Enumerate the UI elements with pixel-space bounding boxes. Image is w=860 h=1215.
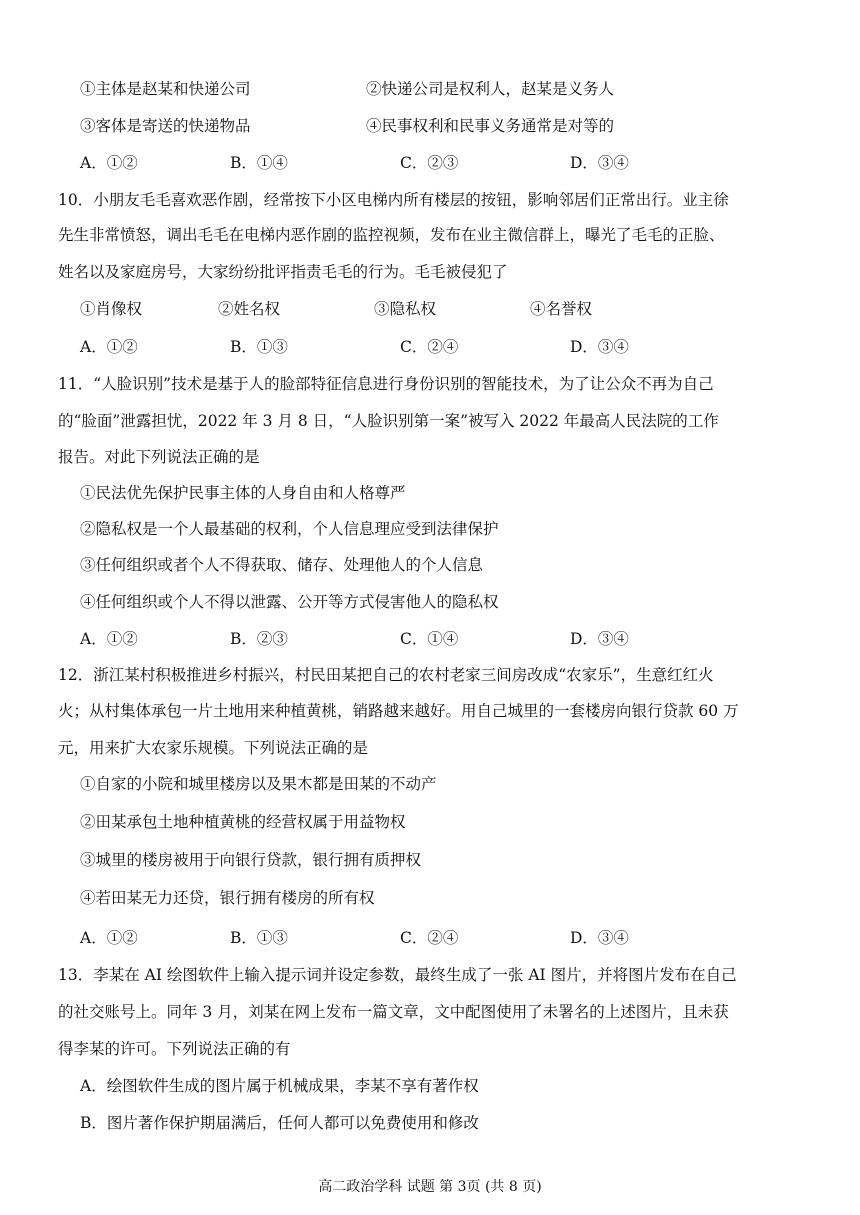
q11-item-1: ①民法优先保护民事主体的人身自由和人格尊严 (80, 484, 406, 502)
q11-stem-line-1: 11．“人脸识别”技术是基于人的脸部特征信息进行身份识别的智能技术，为了让公众不再为自己 (58, 375, 714, 393)
q13-stem-line-1: 13．李某在 AI 绘图软件上输入提示词并设定参数，最终生成了一张 AI 图片，并将图片发布在自己 (58, 966, 737, 984)
q11-option-c: C．①④ (400, 630, 459, 648)
q10-option-c: C．②④ (400, 338, 459, 356)
q9-item-4: ④民事权利和民事义务通常是对等的 (366, 117, 615, 135)
q10-stem-line-1: 10．小朋友毛毛喜欢恶作剧，经常按下小区电梯内所有楼层的按钮，影响邻居们正常出行。业主徐 (58, 191, 729, 209)
q9-item-3: ③客体是寄送的快递物品 (80, 117, 251, 135)
q11-item-3: ③任何组织或者个人不得获取、储存、处理他人的个人信息 (80, 556, 484, 574)
q12-item-4: ④若田某无力还贷，银行拥有楼房的所有权 (80, 889, 375, 907)
q12-option-d: D．③④ (570, 929, 629, 947)
q10-stem-line-2: 先生非常愤怒，调出毛毛在电梯内恶作剧的监控视频，发布在业主微信群上，曝光了毛毛的正脸、 (58, 226, 725, 244)
q10-item-3: ③隐私权 (374, 300, 437, 318)
q13-option-b: B．图片著作保护期届满后，任何人都可以免费使用和修改 (80, 1114, 479, 1132)
q13-option-a: A．绘图软件生成的图片属于机械成果，李某不享有著作权 (80, 1077, 479, 1095)
q9-item-2: ②快递公司是权利人，赵某是义务人 (366, 80, 615, 98)
q11-stem-line-3: 报告。对此下列说法正确的是 (58, 448, 260, 466)
q12-stem-line-3: 元，用来扩大农家乐规模。下列说法正确的是 (58, 739, 369, 757)
q10-option-a: A．①② (80, 338, 138, 356)
q12-option-b: B．①③ (230, 929, 288, 947)
q9-option-d: D．③④ (570, 154, 629, 172)
q12-option-a: A．①② (80, 929, 138, 947)
q10-stem-line-3: 姓名以及家庭房号，大家纷纷批评指责毛毛的行为。毛毛被侵犯了 (58, 263, 508, 281)
q10-item-4: ④名誉权 (530, 300, 593, 318)
q12-stem-line-1: 12．浙江某村积极推进乡村振兴，村民田某把自己的农村老家三间房改成“农家乐”，生意红红火 (58, 666, 714, 684)
page-footer: 高二政治学科 试题 第 3页 (共 8 页) (318, 1179, 542, 1195)
q9-option-c: C．②③ (400, 154, 459, 172)
q12-option-c: C．②④ (400, 929, 459, 947)
q12-item-3: ③城里的楼房被用于向银行贷款，银行拥有质押权 (80, 851, 422, 869)
q9-item-1: ①主体是赵某和快递公司 (80, 80, 251, 98)
q11-item-4: ④任何组织或个人不得以泄露、公开等方式侵害他人的隐私权 (80, 593, 499, 611)
q11-option-d: D．③④ (570, 630, 629, 648)
q11-item-2: ②隐私权是一个人最基础的权利，个人信息理应受到法律保护 (80, 520, 499, 538)
q10-item-1: ①肖像权 (80, 300, 143, 318)
q11-option-b: B．②③ (230, 630, 288, 648)
q12-item-1: ①自家的小院和城里楼房以及果木都是田某的不动产 (80, 775, 437, 793)
q10-item-2: ②姓名权 (218, 300, 281, 318)
q9-option-a: A．①② (80, 154, 138, 172)
q13-stem-line-3: 得李某的许可。下列说法正确的有 (58, 1040, 291, 1058)
q10-option-d: D．③④ (570, 338, 629, 356)
q11-stem-line-2: 的“脸面”泄露担忧，2022 年 3 月 8 日，“人脸识别第一案”被写入 2022 年最高人民法院的工作 (58, 412, 719, 430)
q12-item-2: ②田某承包土地种植黄桃的经营权属于用益物权 (80, 813, 406, 831)
q9-option-b: B．①④ (230, 154, 288, 172)
q11-option-a: A．①② (80, 630, 138, 648)
q10-option-b: B．①③ (230, 338, 288, 356)
q12-stem-line-2: 火；从村集体承包一片土地用来种植黄桃，销路越来越好。用自己城里的一套楼房向银行贷款 60 万 (58, 702, 739, 720)
q13-stem-line-2: 的社交账号上。同年 3 月，刘某在网上发布一篇文章，文中配图使用了未署名的上述图片，且未获 (58, 1003, 729, 1021)
